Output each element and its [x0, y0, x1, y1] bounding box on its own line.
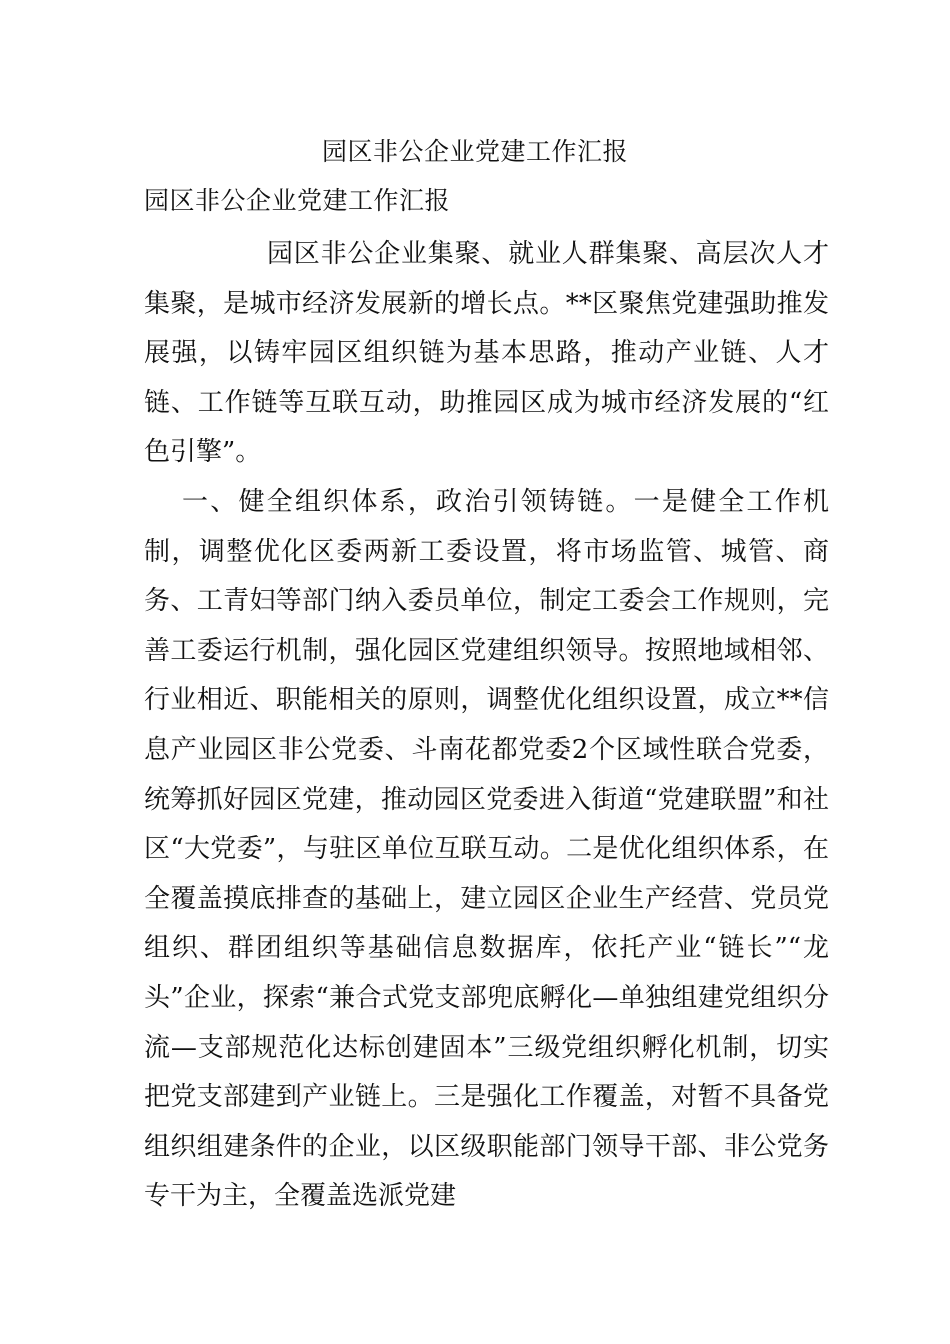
document-title: 园区非公企业党建工作汇报	[321, 137, 628, 166]
paragraph-section-one: 一、健全组织体系，政治引领铸链。一是健全工作机制，调整优化区委两新工委设置，将市场监管、城管、商务、工青妇等部门纳入委员单位，制定工委会工作规则，完善工委运行机制，强化园区党建组织领导。按照地域相邻、行业相近、职能相关的原则，调整优化组织设置，成立**信息产业园区非公党委、斗南花都党委2个区域性联合党委，统筹抓好园区党建，推动园区党委进入街道“党建联盟”和社区“大党委”，与驻区单位互联互动。二是优化组织体系，在全覆盖摸底排查的基础上，建立园区企业生产经营、党员党组织、群团组织等基础信息数据库，依托产业“链长”“龙头”企业，探索“兼合式党支部兜底孵化—单独组建党组织分流—支部规范化达标创建固本”三级党组织孵化机制，切实把党支部建到产业链上。三是强化工作覆盖，对暂不具备党组织组建条件的企业，以区级职能部门领导干部、非公党务专干为主，全覆盖选派党建	[144, 486, 829, 1212]
document-body	[144, 230, 829, 1222]
document-subtitle: 园区非公企业党建工作汇报	[144, 186, 451, 215]
paragraph-intro: 园区非公企业集聚、就业人群集聚、高层次人才集聚，是城市经济发展新的增长点。**区聚焦党建强助推发展强，以铸牢园区组织链为基本思路，推动产业链、人才链、工作链等互联互动，助推园区成为城市经济发展的“红色引擎”。	[144, 239, 829, 468]
